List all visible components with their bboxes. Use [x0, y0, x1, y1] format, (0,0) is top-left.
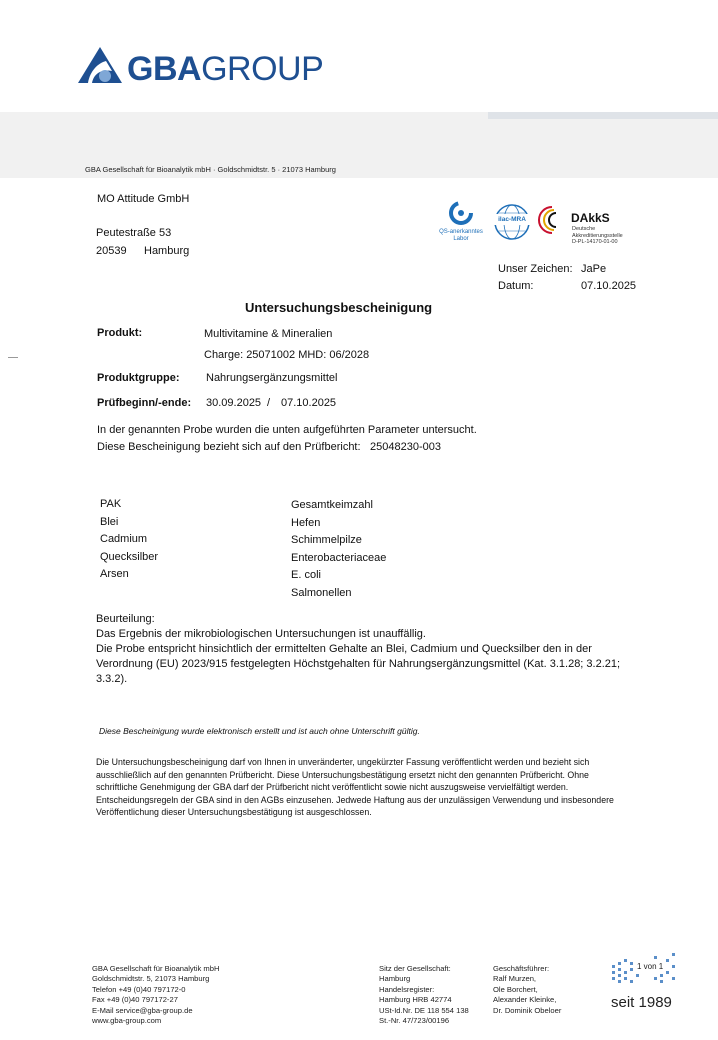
qs-logo-icon: [449, 201, 473, 225]
parameter-item: Blei: [100, 515, 119, 528]
anniversary-dot-graphic-icon: [610, 953, 676, 993]
header-divider-accent: [488, 112, 718, 119]
assessment-microbiology: Das Ergebnis der mikrobiologischen Untersuchungen ist unauffällig.: [96, 628, 426, 640]
assessment-label: Beurteilung:: [96, 613, 155, 625]
recipient-company: MO Attitude GmbH: [97, 193, 190, 205]
date-label: Datum:: [498, 280, 534, 292]
report-number: 25048230-003: [370, 441, 441, 453]
test-start-date: 30.09.2025: [206, 397, 262, 409]
ilac-mra-label: ilac-MRA: [494, 214, 530, 225]
product-group-label: Produktgruppe:: [97, 372, 180, 384]
electronic-signature-note: Diese Bescheinigung wurde elektronisch erstellt und ist auch ohne Unterschrift gültig.: [99, 726, 420, 736]
parameter-item: E. coli: [291, 569, 321, 581]
parameter-item: Cadmium: [100, 533, 148, 545]
parameter-item: Schimmelpilze: [291, 534, 362, 546]
product-value: Multivitamine & Mineralien: [204, 328, 333, 340]
parameters-chemical: [100, 496, 158, 584]
product-label: Produkt:: [97, 327, 143, 339]
qs-badge-label: QS-anerkanntes Labor: [439, 229, 483, 242]
sender-line: GBA Gesellschaft für Bioanalytik mbH · Goldschmidtstr. 5 · 21073 Hamburg: [85, 165, 336, 174]
reference-label: Unser Zeichen:: [498, 263, 573, 275]
assessment-regulation: Verordnung (EU) 2023/915 festgelegten Höchstgehalten für Nahrungsergänzungsmittel (Kat. 3.1.28; 3.2.21;: [96, 658, 621, 670]
parameter-item: PAK: [100, 498, 122, 510]
parameters-microbiological: [291, 497, 386, 602]
dakks-title: DAkkS: [571, 211, 610, 225]
legal-disclaimer: Die Untersuchungsbescheinigung darf von Ihnen in unveränderter, ungekürzter Fassung veröffentlicht werden und bezieht sich ausschließlich auf den genannten Prüfbericht. Diese Untersuchungsbestätigung ersetzt nicht den genannten Prüfbericht. Ohne schriftliche Genehmigung der GBA darf der Prüfbericht nicht veröffentlicht sowie nicht auszugsweise vervielfältigt werden. Entscheidungsregeln der GBA sind in den AGBs einzusehen. Jedwede Haftung aus der unzulässigen Verwendung und insbesondere Veröffentlichung dieser Untersuchungsbestätigung ist ausgeschlossen.: [96, 757, 614, 818]
footer-company-contact: GBA Gesellschaft für Bioanalytik mbH Goldschmidtstr. 5, 21073 Hamburg Telefon +49 (0)40 797172-0 Fax +49 (0)40 797172-27 E-Mail service@gba-group.de www.gba-group.com: [92, 964, 220, 1026]
parameter-item: Arsen: [100, 568, 129, 580]
test-period-separator: /: [267, 397, 271, 409]
assessment-block: [96, 612, 656, 687]
document-title: Untersuchungsbescheinigung: [245, 300, 433, 315]
assessment-heavy-metals: Die Probe entspricht hinsichtlich der ermittelten Gehalte an Blei, Cadmium und Quecksilber den in der: [96, 643, 592, 655]
fold-mark: [8, 357, 18, 358]
charge-value: Charge: 25071002 MHD: 06/2028: [204, 349, 370, 361]
product-group-value: Nahrungsergänzungsmittel: [206, 372, 338, 384]
parameter-item: Enterobacteriaceae: [291, 551, 387, 564]
parameter-item: Hefen: [291, 516, 321, 529]
recipient-city: Hamburg: [144, 245, 190, 257]
gba-logo-icon: [78, 47, 122, 83]
parameter-item: Quecksilber: [100, 550, 159, 563]
reference-value: JaPe: [581, 263, 607, 275]
test-end-date: 07.10.2025: [281, 397, 337, 409]
footer-management: Geschäftsführer: Ralf Murzen, Ole Borchert, Alexander Kleinke, Dr. Dominik Obeloer: [493, 964, 562, 1015]
dakks-subtitle: Deutsche Akkreditierungsstelle D-PL-14170-01-00: [572, 226, 623, 245]
footer-registration: Sitz der Gesellschaft: Hamburg Handelsregister: Hamburg HRB 42774 USt-Id.Nr. DE 118 554 138 St.-Nr. 47/723/00196: [379, 964, 469, 1026]
intro-line: In der genannten Probe wurden die unten aufgeführten Parameter untersucht.: [97, 424, 477, 436]
recipient-street: Peutestraße 53: [96, 227, 172, 239]
parameter-item: Salmonellen: [291, 586, 352, 599]
test-period-label: Prüfbeginn/-ende:: [97, 397, 192, 409]
company-logo-text: GBAGROUP: [127, 50, 324, 88]
report-reference-text: Diese Bescheinigung bezieht sich auf den Prüfbericht:: [97, 441, 361, 453]
page-number: 1 von 1: [637, 962, 664, 971]
since-1989-label: seit 1989: [611, 994, 672, 1011]
recipient-zip: 20539: [96, 245, 127, 257]
parameter-item: Gesamtkeimzahl: [291, 499, 373, 511]
dakks-logo-icon: [537, 205, 571, 235]
date-value: 07.10.2025: [581, 280, 637, 292]
assessment-categories: 3.3.2).: [96, 673, 128, 685]
